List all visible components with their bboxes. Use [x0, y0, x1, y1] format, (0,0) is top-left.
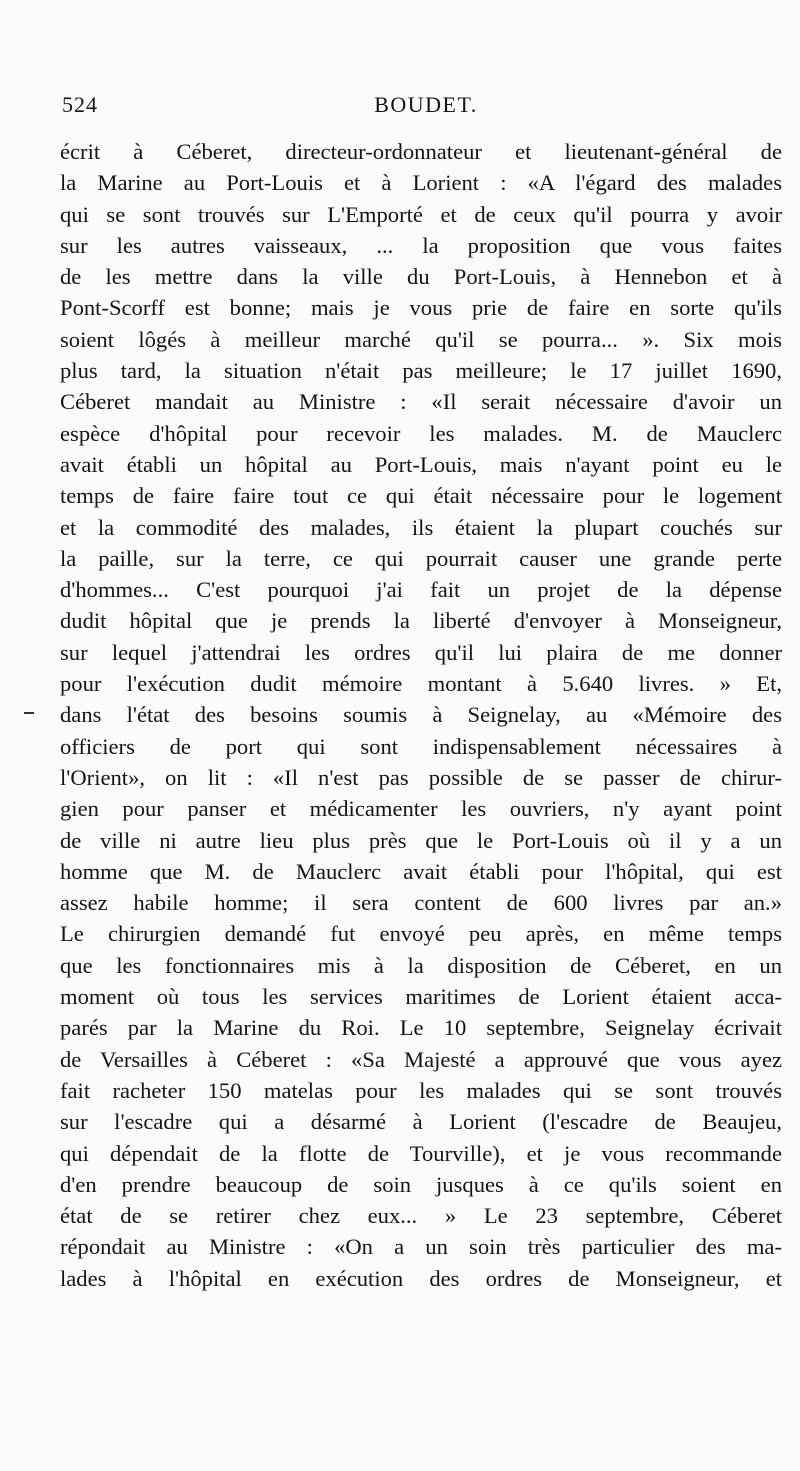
text-line: et la commodité des malades, ils étaient la plupart couchés sur: [60, 514, 782, 540]
text-line: état de se retirer chez eux... » Le 23 septembre, Céberet: [60, 1203, 782, 1229]
text-line: temps de faire faire tout ce qui était nécessaire pour le logement: [60, 483, 782, 509]
text-line: qui dépendait de la flotte de Tourville), et je vous recommande: [60, 1140, 782, 1166]
margin-mark: [24, 712, 34, 714]
text-line: gien pour panser et médicamenter les ouvriers, n'y ayant point: [60, 796, 782, 822]
text-line: avait établi un hôpital au Port-Louis, mais n'ayant point eu le: [60, 451, 782, 477]
text-line: de les mettre dans la ville du Port-Louis, à Hennebon et à: [60, 264, 782, 290]
text-line: écrit à Céberet, directeur-ordonnateur et lieutenant-général de: [60, 139, 782, 164]
page-header: [62, 92, 790, 122]
text-line: Céberet mandait au Ministre : «Il serait nécessaire d'avoir un: [60, 389, 782, 415]
text-line: qui se sont trouvés sur L'Emporté et de ceux qu'il pourra y avoir: [60, 201, 782, 227]
text-line: la paille, sur la terre, ce qui pourrait causer une grande perte: [60, 545, 782, 571]
body-text: [60, 136, 782, 1294]
text-line: soient lôgés à meilleur marché qu'il se pourra... ». Six mois: [60, 326, 782, 352]
text-line: de Versailles à Céberet : «Sa Majesté a approuvé que vous ayez: [60, 1046, 782, 1072]
text-line: d'hommes... C'est pourquoi j'ai fait un projet de la dépense: [60, 577, 782, 603]
text-line: officiers de port qui sont indispensablement nécessaires à: [60, 733, 782, 759]
text-line: l'Orient», on lit : «Il n'est pas possible de se passer de chirur-: [60, 764, 782, 790]
text-line: d'en prendre beaucoup de soin jusques à ce qu'ils soient en: [60, 1171, 782, 1197]
text-line: parés par la Marine du Roi. Le 10 septembre, Seignelay écrivait: [60, 1015, 782, 1041]
text-line: plus tard, la situation n'était pas meilleure; le 17 juillet 1690,: [60, 358, 782, 384]
text-line: répondait au Ministre : «On a un soin très particulier des ma-: [60, 1234, 782, 1260]
text-line: assez habile homme; il sera content de 600 livres par an.»: [60, 890, 782, 916]
text-line: fait racheter 150 matelas pour les malades qui se sont trouvés: [60, 1077, 782, 1103]
text-line: lades à l'hôpital en exécution des ordres de Monseigneur, et: [60, 1265, 782, 1291]
text-line: la Marine au Port-Louis et à Lorient : «A l'égard des malades: [60, 170, 782, 196]
text-line: sur lequel j'attendrai les ordres qu'il lui plaira de me donner: [60, 639, 782, 665]
text-line: dudit hôpital que je prends la liberté d'envoyer à Monseigneur,: [60, 608, 782, 634]
text-line: homme que M. de Mauclerc avait établi pour l'hôpital, qui est: [60, 858, 782, 884]
text-line: pour l'exécution dudit mémoire montant à 5.640 livres. » Et,: [60, 671, 782, 697]
text-line: de ville ni autre lieu plus près que le Port-Louis où il y a un: [60, 827, 782, 853]
running-head: BOUDET.: [374, 92, 478, 117]
text-line: sur l'escadre qui a désarmé à Lorient (l'escadre de Beaujeu,: [60, 1109, 782, 1135]
text-line: Pont-Scorff est bonne; mais je vous prie de faire en sorte qu'ils: [60, 295, 782, 321]
text-line: dans l'état des besoins soumis à Seignelay, au «Mémoire des: [60, 702, 782, 728]
text-line: moment où tous les services maritimes de Lorient étaient acca-: [60, 984, 782, 1010]
text-line: Le chirurgien demandé fut envoyé peu après, en même temps: [60, 921, 782, 947]
text-line: espèce d'hôpital pour recevoir les malades. M. de Mauclerc: [60, 420, 782, 446]
text-line: sur les autres vaisseaux, ... la proposition que vous faites: [60, 232, 782, 258]
text-line: que les fonctionnaires mis à la disposition de Céberet, en un: [60, 952, 782, 978]
page-number: 524: [62, 92, 98, 117]
